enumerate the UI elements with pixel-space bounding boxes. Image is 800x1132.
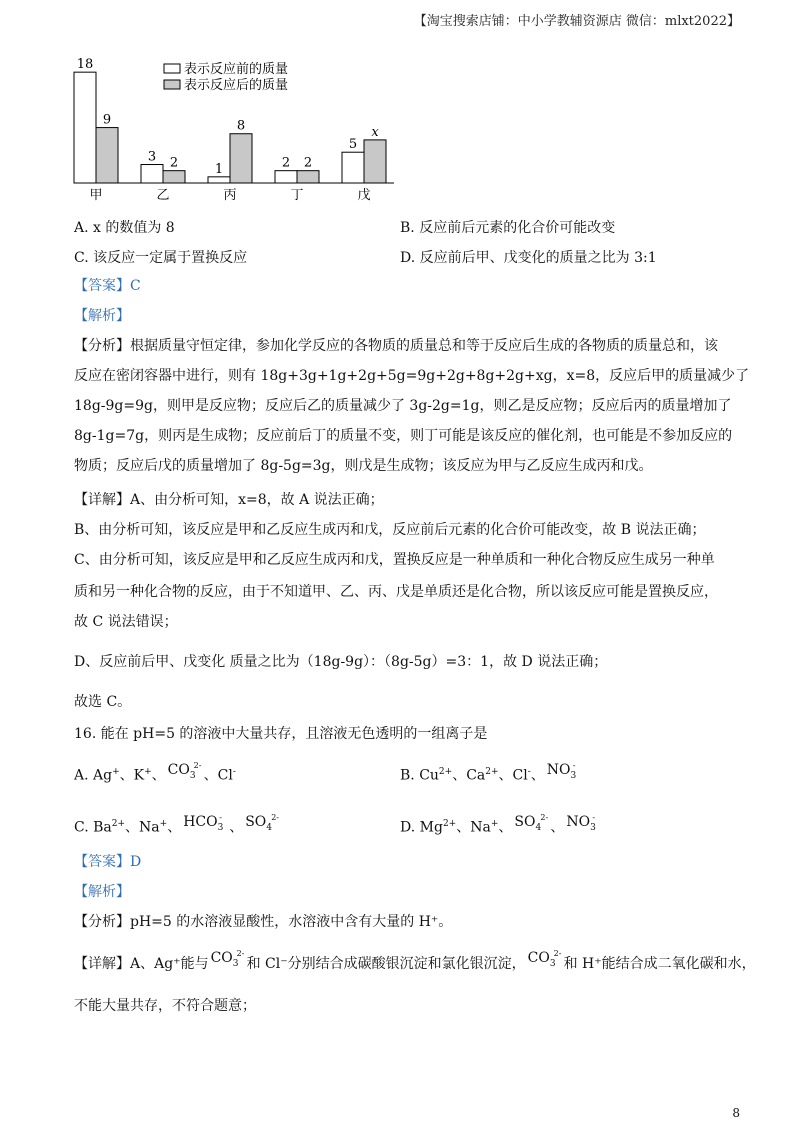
- ion-nitrate: $NO_3$ -: [566, 812, 596, 833]
- category-label-丁: 丁: [290, 188, 304, 203]
- bar-chart: [60, 52, 410, 212]
- bar-乙-after: [163, 171, 185, 183]
- bar-甲-after: [96, 128, 118, 183]
- bar-丙-after: [230, 134, 252, 183]
- bar-乙-before: [141, 165, 163, 183]
- data-label-戊-before: 5: [348, 137, 358, 153]
- ion-sulfate: $SO_4$ 2-: [245, 812, 279, 833]
- bar-丙-before: [208, 177, 230, 183]
- data-label-乙-before: 3: [147, 149, 157, 165]
- q16-answer: 【答案】D: [74, 854, 142, 870]
- legend-swatch-after: [164, 80, 180, 89]
- ion-carbonate: $CO_3$ 2-: [527, 949, 562, 969]
- q16-analysis-tag: 【解析】: [74, 884, 130, 900]
- page-number: 8: [732, 1106, 740, 1120]
- legend: [164, 61, 288, 93]
- q16-xj-a1: A、Ag⁺能与: [130, 956, 209, 972]
- category-label-戊: 戊: [357, 188, 371, 203]
- data-label-丙-before: 1: [214, 161, 224, 177]
- q16-xj-a3: 和 H⁺能结合成二氧化碳和水，: [563, 956, 756, 972]
- q16-fenxi-tag: 【分析】: [74, 914, 130, 930]
- q15-xiangjie-line-5: 故 C 说法错误；: [74, 614, 178, 630]
- q15-xiangjie-tag: 【详解】: [74, 492, 130, 508]
- q15-xiangjie-line-4: 质和另一种化合物的反应，由于不知道甲、乙、丙、戊是单质还是化合物，所以该反应可能是置换反应，: [74, 584, 718, 600]
- header-banner: 【淘宝搜索店铺：中小学教辅资源店 微信：mlxt2022】: [413, 14, 740, 29]
- q15-option-b: B. 反应前后元素的化合价可能改变: [400, 220, 616, 236]
- q16-fenxi: [74, 912, 452, 932]
- q15-fenxi-line-3: 18g-9g=9g，则甲是反应物；反应后乙的质量减少了 3g-2g=1g，则乙是反应物；反应后丙的质量增加了: [74, 398, 732, 414]
- q15-xiangjie-line-2: B、由分析可知，该反应是甲和乙反应生成丙和戊，反应前后元素的化合价可能改变，故 B 说法正确；: [74, 522, 706, 538]
- q16-option-d: D. $Mg^{2+}$、Na+、 $SO_4$ 2- 、 $NO_3$ -: [400, 814, 602, 838]
- bar-戊-after: [364, 140, 386, 183]
- q15-fenxi-tag: 【分析】: [74, 338, 130, 354]
- q15-xiangjie-line-6: D、反应前后甲、戊变化 质量之比为（18g-9g）：（8g-5g）=3：1，故 D 说法正确；: [74, 654, 608, 670]
- bar-丁-after: [297, 171, 319, 183]
- category-label-乙: 乙: [156, 188, 170, 203]
- ion-bicarbonate: $HCO_3$ -: [183, 812, 224, 833]
- q15-fenxi-line-1: [74, 336, 718, 356]
- legend-label-after: 表示反应后的质量: [184, 78, 289, 93]
- q15-answer: 【答案】C: [74, 278, 141, 294]
- q16-xj-a2: 和 Cl⁻分别结合成碳酸银沉淀和氯化银沉淀，: [246, 956, 526, 972]
- ion-carbonate: $CO_3$ 2-: [210, 949, 245, 969]
- q16-option-c: C. $Ba^{2+}$、Na+、 $HCO_3$ - 、 $SO_4$ 2-: [74, 812, 279, 836]
- q16-stem: 16. 能在 pH=5 的溶液中大量共存，且溶液无色透明的一组离子是: [74, 726, 488, 742]
- bar-丁-before: [275, 171, 297, 183]
- category-label-甲: 甲: [89, 188, 103, 203]
- q16-option-b: B. $Cu^{2+}$、$Ca^{2+}$、Cl-、 $NO_3$ -: [400, 762, 583, 786]
- q15-option-a: A. x 的数值为 8: [74, 220, 175, 236]
- bar-甲-before: [74, 72, 96, 183]
- q15-fenxi-line-4: 8g-1g=7g，则丙是生成物；反应前后丁的质量不变，则丁可能是该反应的催化剂，也可能是不参加反应的: [74, 428, 733, 444]
- legend-label-before: 表示反应前的质量: [184, 62, 289, 77]
- q16-xiangjie-line-2: 不能大量共存，不符合题意；: [74, 998, 256, 1014]
- q15-xiangjie-line-3: C、由分析可知，该反应是甲和乙反应生成丙和戊，置换反应是一种单质和一种化合物反应生成另一种单: [74, 552, 715, 568]
- data-label-丁-before: 2: [281, 155, 291, 171]
- category-label-丙: 丙: [223, 188, 237, 203]
- ion-sulfate: $SO_4$ 2-: [514, 812, 549, 833]
- q15-xiangjie-line-1: [74, 490, 384, 510]
- data-label-戊-after: x: [371, 124, 379, 140]
- ion-nitrate: $NO_3$ -: [546, 760, 577, 781]
- q15-fenxi-line-5: 物质；反应后戊的质量增加了 8g-5g=3g，则戊是生成物；该反应为甲与乙反应生成丙和戊。: [74, 458, 653, 474]
- q15-conclusion: 故选 C。: [74, 694, 132, 710]
- data-label-甲-before: 18: [76, 57, 94, 73]
- q15-option-d: D. 反应前后甲、戊变化的质量之比为 3:1: [400, 250, 657, 266]
- q16-fenxi-text: pH=5 的水溶液显酸性，水溶液中含有大量的 H⁺。: [130, 914, 453, 930]
- q16-xiangjie-line-1: [74, 949, 756, 974]
- data-label-丁-after: 2: [303, 155, 313, 171]
- data-label-乙-after: 2: [169, 155, 179, 171]
- q15-option-c: C. 该反应一定属于置换反应: [74, 250, 248, 266]
- q15-fenxi-line-2: 反应在密闭容器中进行，则有 18g+3g+1g+2g+5g=9g+2g+8g+2g+xg，x=8，反应后甲的质量减少了: [74, 368, 750, 384]
- q16-option-a: A. Ag+、K+、 $CO_3$ 2- 、Cl-: [74, 760, 236, 784]
- bar-戊-before: [342, 152, 364, 183]
- q15-analysis-tag: 【解析】: [74, 308, 130, 324]
- ion-carbonate: $CO_3$ 2-: [167, 760, 202, 781]
- data-label-丙-after: 8: [236, 118, 246, 134]
- q15-xiangjie-text-1: A、由分析可知，x=8，故 A 说法正确；: [130, 492, 384, 508]
- q15-fenxi-text-1: 根据质量守恒定律，参加化学反应的各物质的质量总和等于反应后生成的各物质的质量总和，该: [130, 338, 718, 354]
- q16-xiangjie-tag: 【详解】: [74, 956, 130, 972]
- legend-swatch-before: [164, 64, 180, 73]
- data-label-甲-after: 9: [102, 112, 112, 128]
